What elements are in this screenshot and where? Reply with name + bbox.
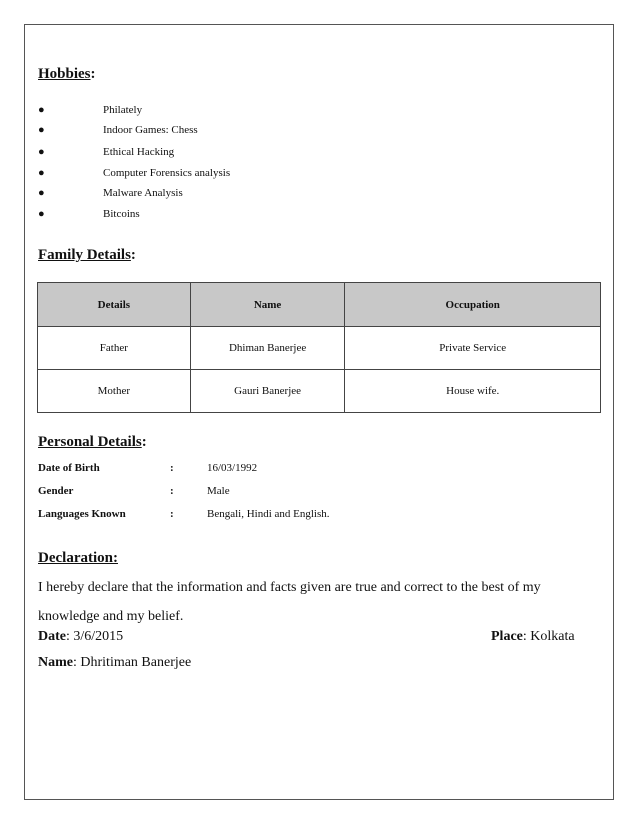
column-header: Name xyxy=(190,283,345,327)
table-cell: Mother xyxy=(38,370,191,413)
languages-value: Bengali, Hindi and English. xyxy=(207,508,330,520)
table-cell: Dhiman Banerjee xyxy=(190,327,345,370)
place-line: Place: Kolkata xyxy=(491,629,575,644)
place-value: Kolkata xyxy=(530,629,575,644)
hobbies-heading: Hobbies: xyxy=(38,66,96,82)
table-cell: Gauri Banerjee xyxy=(190,370,345,413)
colon: : xyxy=(170,508,174,520)
bullet-icon: ● xyxy=(38,124,45,136)
date-line: Date: 3/6/2015 xyxy=(38,629,124,644)
languages-label: Languages Known xyxy=(38,508,126,520)
bullet-icon: ● xyxy=(38,167,45,179)
table-cell: Private Service xyxy=(345,327,601,370)
table-header-row xyxy=(38,283,601,327)
family-heading: Family Details: xyxy=(38,247,136,263)
table-row xyxy=(38,370,601,413)
column-header: Occupation xyxy=(345,283,601,327)
date-value: 3/6/2015 xyxy=(73,629,124,644)
gender-value: Male xyxy=(207,485,230,497)
list-item: Ethical Hacking xyxy=(103,146,175,158)
personal-heading: Personal Details: xyxy=(38,434,147,450)
name-line: Name: Dhritiman Banerjee xyxy=(38,655,192,670)
dob-value: 16/03/1992 xyxy=(207,462,258,474)
list-item: Computer Forensics analysis xyxy=(103,167,231,179)
column-header: Details xyxy=(38,283,191,327)
list-item: Philately xyxy=(103,104,143,116)
family-table xyxy=(37,282,601,413)
list-item: Malware Analysis xyxy=(103,187,183,199)
name-label: Name xyxy=(38,655,73,670)
place-label: Place xyxy=(491,629,523,644)
bullet-icon: ● xyxy=(38,208,45,220)
gender-label: Gender xyxy=(38,485,74,497)
bullet-icon: ● xyxy=(38,104,45,116)
name-value: Dhritiman Banerjee xyxy=(80,655,192,670)
colon: : xyxy=(170,485,174,497)
declaration-heading: Declaration: xyxy=(38,550,118,566)
date-label: Date xyxy=(38,629,66,644)
declaration-text: I hereby declare that the information and facts given are true and correct to the best of my knowledge and my belief. xyxy=(38,580,541,624)
table-cell: Father xyxy=(38,327,191,370)
dob-label: Date of Birth xyxy=(38,462,100,474)
table-row xyxy=(38,327,601,370)
bullet-icon: ● xyxy=(38,146,45,158)
table-cell: House wife. xyxy=(345,370,601,413)
bullet-icon: ● xyxy=(38,187,45,199)
colon: : xyxy=(170,462,174,474)
list-item: Indoor Games: Chess xyxy=(103,124,198,136)
list-item: Bitcoins xyxy=(103,208,140,220)
